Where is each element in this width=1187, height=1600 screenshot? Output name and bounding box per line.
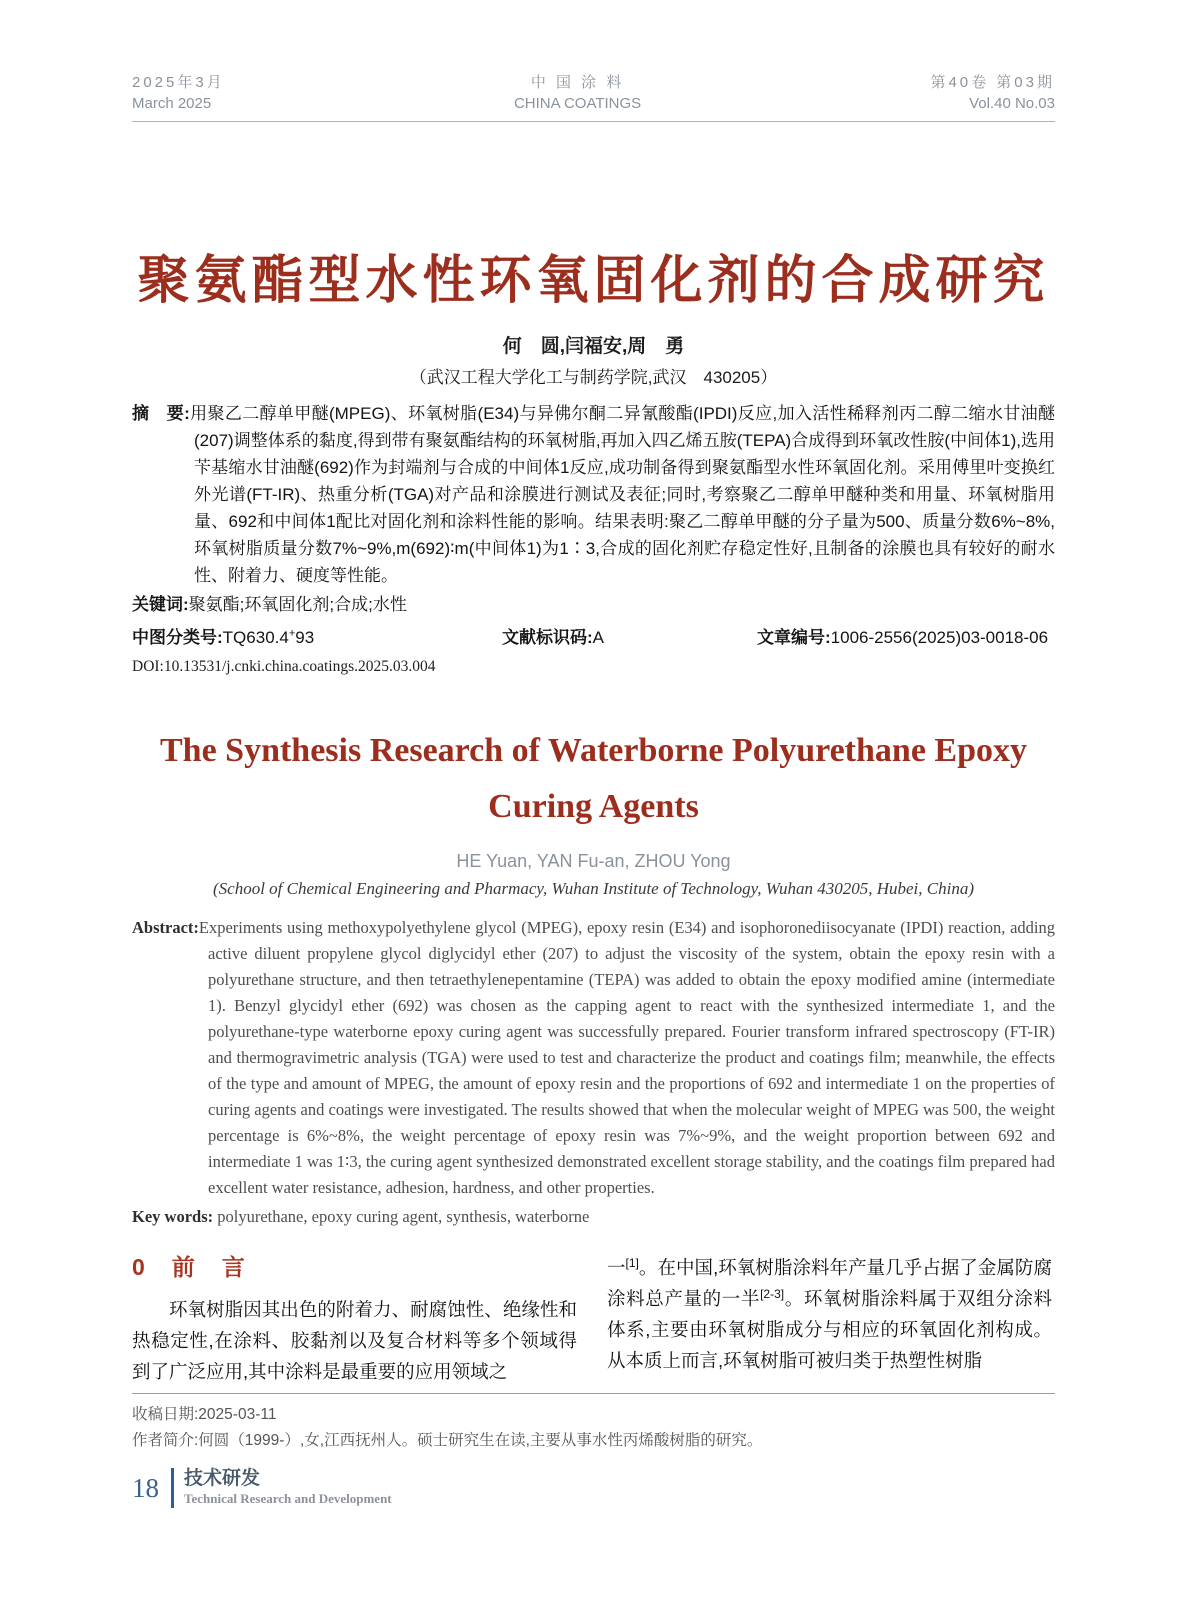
keywords-cn-text: 聚氨酯;环氧固化剂;合成;水性: [188, 595, 407, 614]
masthead-date-en: March 2025: [132, 95, 212, 112]
affiliation-en: (School of Chemical Engineering and Pharmacy, Wuhan Institute of Technology, Wuhan 430205, Hubei, China): [213, 879, 974, 898]
clc-number: [132, 624, 502, 651]
citation-ref-1: [1]: [625, 1255, 639, 1270]
masthead-date: [132, 72, 225, 114]
masthead-journal-en: CHINA COATINGS: [513, 95, 642, 112]
footer-column-cn: 技术研发: [184, 1468, 261, 1489]
page-number: 18: [132, 1473, 159, 1503]
journal-masthead: [132, 72, 1055, 122]
masthead-issue: [930, 72, 1055, 114]
article-title-cn: 聚氨酯型水性环氧固化剂的合成研究: [137, 252, 1050, 310]
clc-base: TQ630.4: [222, 628, 289, 647]
document-code-label: 文献标识码:: [502, 628, 593, 647]
abstract-cn-text: 用聚乙二醇单甲醚(MPEG)、环氧树脂(E34)与异佛尔酮二异氰酸酯(IPDI)反应,加入活性稀释剂丙二醇二缩水甘油醚(207)调整体系的黏度,得到带有聚氨酯结构的环氧树脂,再加入四乙烯五胺(TEPA)合成得到环氧改性胺(中间体1),选用苄基缩水甘油醚(692)作为封端剂与合成的中间体1反应,成功制备得到聚氨酯型水性环氧固化剂。采用傅里叶变换红外光谱(FT-IR)、热重分析(TGA)对产品和涂膜进行测试及表征;同时,考察聚乙二醇单甲醚种类和用量、环氧树脂用量、692和中间体1配比对固化剂和涂料性能的影响。结果表明:聚乙二醇单甲醚的分子量为500、质量分数6%~8%,环氧树脂质量分数7%~9%,m(692)∶m(中间体1)为1∶3,合成的固化剂贮存稳定性好,且制备的涂膜也具有较好的耐水性、附着力、硬度等性能。: [189, 404, 1055, 585]
authors-en: HE Yuan, YAN Fu-an, ZHOU Yong: [456, 851, 731, 871]
citation-ref-2-3: [2-3]: [760, 1286, 785, 1301]
abstract-cn: [132, 400, 1055, 589]
author-bio: 作者简介:何圆（1999-）,女,江西抚州人。硕士研究生在读,主要从事水性丙烯酸树脂的研究。: [132, 1432, 763, 1449]
received-date: 收稿日期:2025-03-11: [132, 1406, 277, 1423]
footer-column-name: [184, 1468, 392, 1508]
footer-column-en: Technical Research and Development: [184, 1491, 392, 1506]
abstract-en-label: Abstract:: [132, 918, 199, 937]
authors-cn: 何 圆,闫福安,周 勇: [502, 336, 685, 357]
masthead-issue-cn: 第40卷 第03期: [930, 74, 1055, 91]
clc-tail: 93: [295, 628, 315, 647]
article-title-en: The Synthesis Research of Waterborne Polyurethane Epoxy Curing Agents: [159, 732, 1028, 825]
clc-label: 中图分类号:: [132, 628, 223, 647]
intro-paragraph-right: 一[1]。在中国,环氧树脂涂料年产量几乎占据了金属防腐涂料总产量的一半[2-3]。环氧树脂涂料属于双组分涂料体系,主要由环氧树脂成分与相应的环氧固化剂构成。从本质上而言,环氧树脂可被归类于热塑性树脂: [607, 1255, 1052, 1371]
clc-superscript: +: [288, 627, 296, 640]
keywords-cn-label: 关键词:: [132, 595, 189, 614]
affiliation-cn: （武汉工程大学化工与制药学院,武汉 430205）: [409, 368, 778, 387]
classification-row: [132, 624, 1055, 651]
keywords-cn: [132, 591, 1055, 618]
article-id-label: 文章编号:: [757, 628, 831, 647]
doi: DOI:10.13531/j.cnki.china.coatings.2025.03.004: [132, 658, 436, 675]
footer-divider-bar: [171, 1468, 174, 1508]
left-column: [132, 1252, 577, 1387]
masthead-issue-en: Vol.40 No.03: [969, 95, 1055, 112]
body-columns: [132, 1252, 1055, 1387]
article-id: [757, 624, 1055, 651]
section-heading-introduction: 0 前 言: [132, 1254, 247, 1280]
keywords-en: [132, 1204, 1055, 1230]
keywords-en-text: polyurethane, epoxy curing agent, synthesis, waterborne: [217, 1207, 590, 1226]
document-code-value: A: [592, 628, 605, 647]
right-column: [607, 1252, 1052, 1387]
abstract-en-text: Experiments using methoxypolyethylene glycol (MPEG), epoxy resin (E34) and isophoronediisocyanate (IPDI) reaction, adding active diluent propylene glycol diglycidyl ether (207) to adjust the viscosity of the system, obtain the epoxy resin with a polyurethane structure, and then tetraethylenepentamine (TEPA) was added to obtain the epoxy modified amine (intermediate 1). Benzyl glycidyl ether (692) was chosen as the capping agent to react with the synthesized intermediate 1, and the polyurethane-type waterborne epoxy curing agent was successfully prepared. Fourier transform infrared spectroscopy (FT-IR) and thermogravimetric analysis (TGA) were used to test and characterize the product and coatings film; meanwhile, the effects of the type and amount of MPEG, the amount of epoxy resin and the proportions of 692 and intermediate 1 on the properties of curing agents and coatings were investigated. The results showed that when the molecular weight of MPEG was 500, the weight percentage is 6%~8%, the weight percentage of epoxy resin was 7%~9%, and the weight proportion between 692 and intermediate 1 was 1∶3, the curing agent synthesized demonstrated excellent storage stability, and the coatings film prepared had excellent water resistance, adhesion, hardness, and other properties.: [198, 918, 1055, 1197]
intro-paragraph-left: 环氧树脂因其出色的附着力、耐腐蚀性、绝缘性和热稳定性,在涂料、胶黏剂以及复合材料等多个领域得到了广泛应用,其中涂料是最重要的应用领域之: [132, 1299, 577, 1382]
page-footer: [132, 1468, 1055, 1508]
footnotes: [132, 1393, 1055, 1454]
masthead-journal-name: [514, 72, 641, 114]
article-id-value: 1006-2556(2025)03-0018-06: [830, 628, 1049, 647]
masthead-date-cn: 2025年3月: [132, 74, 225, 91]
document-code: [502, 624, 757, 651]
abstract-cn-label: 摘 要:: [132, 404, 190, 423]
abstract-en: [132, 915, 1055, 1201]
keywords-en-label: Key words:: [132, 1207, 214, 1226]
masthead-journal-cn: 中 国 涂 料: [530, 74, 625, 91]
